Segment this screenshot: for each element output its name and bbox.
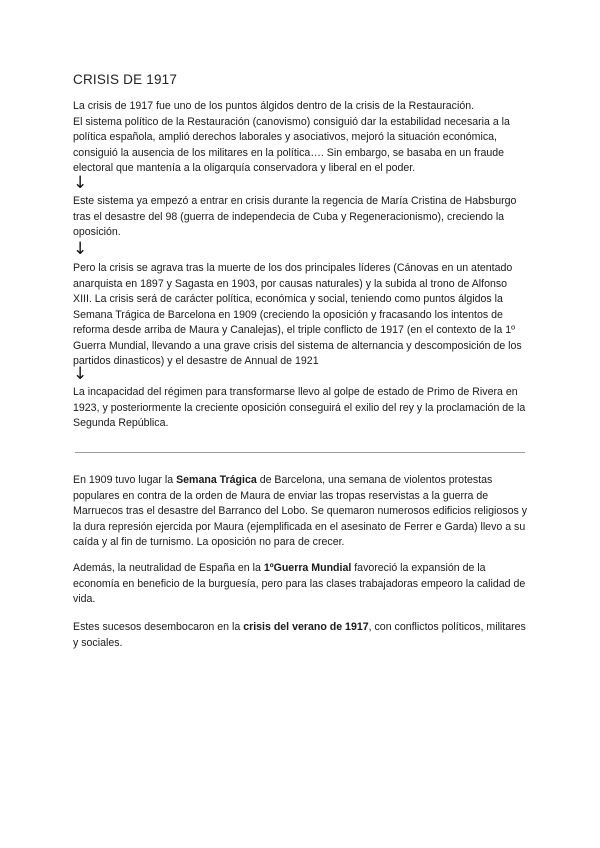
- semana-text-before: En 1909 tuvo lugar la: [73, 474, 177, 486]
- semana-tragica-bold: Semana Trágica: [176, 474, 257, 486]
- verano-1917-block: [73, 620, 528, 651]
- semana-tragica-paragraph: [73, 473, 528, 551]
- intro-line-2: El sistema político de la Restauración (canovismo) consiguió dar la estabilidad necesaria a la política española, amplió derechos laborales y asociativos, mejoró la situación económica, consiguió la ausencia de los militares en la política…. Sin embargo, se basaba en un fraude electoral que mantenía a la oligarquía conservadora y liberal en el poder.: [73, 115, 510, 174]
- down-arrow-icon: ↓: [73, 239, 88, 259]
- semana-text-after: de Barcelona, una semana de violentos protestas populares en contra de la orden de Maura de enviar las tropas reservistas a la guerra de Marruecos tras el desastre del Barranco del Lobo. Se quemaron numerosos edificios religiosos y la dura represión ejercida por Maura (ejemplificada en el asesinato de Ferrer e Garda) llevo a su caída y al fin de turnismo. La oposición no para de crecer.: [73, 474, 527, 548]
- verano-1917-paragraph: [73, 620, 528, 651]
- verano-1917-bold: crisis del verano de 1917: [243, 621, 369, 633]
- step-2-block: [73, 194, 528, 241]
- step-3-paragraph: Pero la crisis se agrava tras la muerte de los dos principales líderes (Cánovas en un atentado anarquista en 1897 y Sagasta en 1903, por causas naturales) y la subida al trono de Alfonso XIII. La crisis será de carácter política, económica y social, teniendo como puntos álgidos la Semana Trágica de Barcelona en 1909 (creciendo la oposición y fracasando los intentos de reforma desde arriba de Maura y Canalejas), el triple conflicto de 1917 (en el contexto de la 1º Guerra Mundial, llevando a una grave crisis del sistema de alternancia y descomposición de los partidos dinasticos) y el desastre de Annual de 1921: [73, 262, 522, 367]
- step-2-paragraph: Este sistema ya empezó a entrar en crisis durante la regencia de María Cristina de Habsburgo tras el desastre del 98 (guerra de independecia de Cuba y Regeneracionismo), creciendo la oposición.: [73, 195, 517, 238]
- verano-text-after: , con conflictos políticos, militares y sociales.: [73, 621, 526, 649]
- guerra-text-after: favoreció la expansión de la economía en beneficio de la burguesía, pero para las clases trabajadoras empeoro la calidad de vida.: [73, 562, 526, 605]
- horizontal-divider: [75, 452, 525, 453]
- guerra-mundial-paragraph: [73, 561, 528, 608]
- step-4-block: [73, 385, 528, 432]
- verano-text-before: Estes sucesos desembocaron en la: [73, 621, 244, 633]
- guerra-mundial-block: [73, 561, 528, 608]
- semana-tragica-block: [73, 473, 528, 551]
- guerra-mundial-bold: 1ºGuerra Mundial: [263, 562, 352, 574]
- intro-line-1: La crisis de 1917 fue uno de los puntos álgidos dentro de la crisis de la Restauración.: [73, 100, 475, 112]
- guerra-text-before: Además, la neutralidad de España en la: [73, 562, 264, 574]
- down-arrow-icon: ↓: [73, 364, 88, 384]
- intro-block: [73, 99, 528, 177]
- down-arrow-icon: ↓: [73, 173, 88, 193]
- step-4-paragraph: La incapacidad del régimen para transformarse llevo al golpe de estado de Primo de Rivera en 1923, y posteriormente la creciente oposición conseguirá el exilio del rey y la proclamación de la Segunda República.: [73, 386, 526, 429]
- step-3-block: [73, 261, 528, 370]
- page-title: CRISIS DE 1917: [73, 72, 178, 87]
